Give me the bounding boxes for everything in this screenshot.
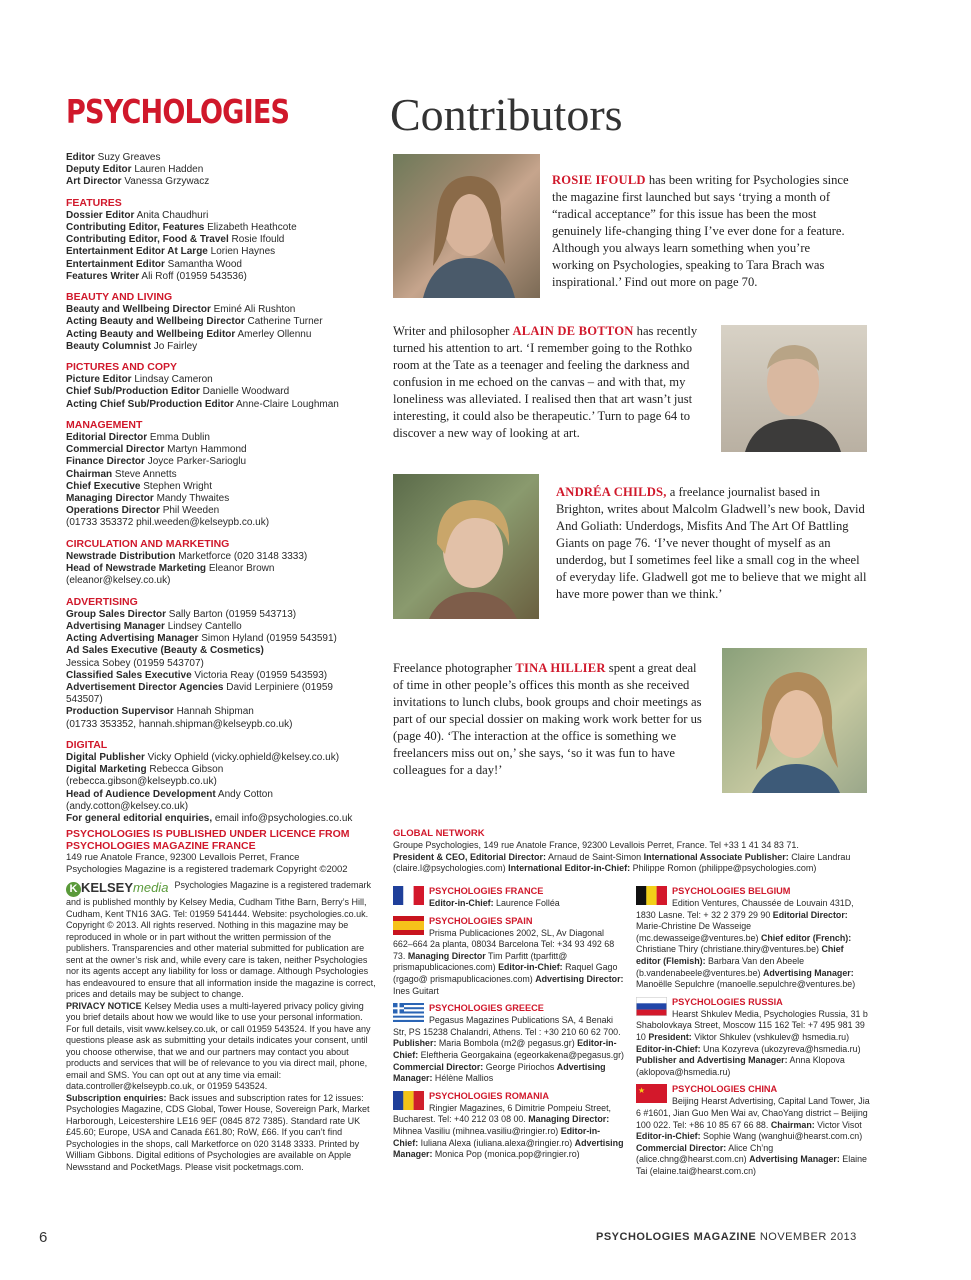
edition-details: Edition Ventures, Chaussée de Louvain 431D, 1830 Lasne. Tel: + 32 2 379 29 90 Editorial Director: Marie-Christine De Wasseige (mc.dewasseige@ventures.be) Chief editor (French): Christiane Thiry (christiane.thiry@ventures.be) Chief editor (Flemish): Barbara Van den Abeele (b.vandenabeele@ventures.be) Advertising Manager: Manoëlle Sepulchre (manoelle.sepulchre@ventures.be) [636,898,856,990]
edition-details: Ringier Magazines, 6 Dimitrie Pompeiu Street, Bucharest. Tel: +40 212 03 08 00. Managing Director: Mihnea Vasiliu (mihnea.vasiliu@ringier.ro) Editor-in-Chief: Iuliana Alexa (iuliana.alexa@ringier.ro) Advertising Manager: Monica Pop (monica.pop@ringier.ro) [393,1102,624,1160]
masthead-line: Contributing Editor, Features Elizabeth Heathcote [66,222,297,234]
andrea-childs-photo [393,474,539,619]
global-executives: President & CEO, Editorial Director: Arnaud de Saint-Simon International Associate Publisher: Claire Landrau (claire.l@psychologies.com) International Editor-in-Chief: Philippe Romon (philippe@psychologies.com) [393,851,851,873]
contributor-rosie-ifould: ROSIE IFOULD has been writing for Psychologies since the magazine first launched but says ‘trying a month of “radical acceptance” for this issue has been the most genuinely life-changing thing I’ve ever done for a feature. Although you always learn something when you’re working on Psychologies, speaking to Tara Brach was inspirational.’ Find out more on page 70. [552,173,849,289]
masthead-line: Acting Chief Sub/Production Editor Anne-Claire Loughman [66,398,339,410]
masthead-line: Newstrade Distribution Marketforce (020 3148 3333) [66,550,308,562]
footer-magazine: PSYCHOLOGIES MAGAZINE NOVEMBER 2013 [596,1231,857,1243]
global-network [393,828,873,875]
page-title: Contributors [390,89,623,140]
masthead-section [66,596,372,731]
masthead-section [66,739,372,825]
edition-entry [393,1003,625,1085]
edition-name: PSYCHOLOGIES RUSSIA [672,996,783,1007]
masthead-line: Art Director Vanessa Grzywacz [66,176,210,188]
alain-de-botton-photo [721,325,867,452]
licence-body: Psychologies Magazine is a registered trademark and is published monthly by Kelsey Media, Cudham Tithe Barn, Berry’s Hill, Cudham, Kent TN16 3AG. Tel: 01959 541444. Website: psychologies.co.uk. Copyright © 2013. All rights reserved. Nothing in this magazine may be reproduced in whole or in part without the written permission of the publishers. Transparencies and other material submitted for publication are sent at the owner’s risk and, while every care is taken, neither Psychologies nor its agents accept any liability for loss or damage. Although Psychologies has endeavoured to ensure that all information inside the magazine is correct, prices and details may be subject to change. [66,880,376,999]
svg-text:★: ★ [638,1086,646,1096]
masthead-section [66,361,372,411]
masthead-section-heading: DIGITAL [66,738,108,751]
edition-name: PSYCHOLOGIES ROMANIA [429,1090,549,1101]
masthead-section-heading: ADVERTISING [66,595,138,608]
contributor-andrea-childs: ANDRÉA CHILDS, a freelance journalist based in Brighton, writes about Malcolm Gladwell’s new book, David And Goliath: Underdogs, Misfits And The Art Of Battling Giants on page 76. ‘I’ve never thought of myself as an underdog, but I sometimes feel like a small cog in the wheel of everyday life. Gladwell got me to believe that we might all have more power than we think.’ [556,485,867,601]
masthead-line: Deputy Editor Lauren Hadden [66,164,204,176]
edition-details: Editor-in-Chief: Laurence Folléa [429,898,560,908]
masthead-line: Chief Sub/Production Editor Danielle Woodward [66,386,290,398]
masthead-section [66,152,372,189]
flag-icon [636,1084,667,1103]
masthead-line: Classified Sales Executive Victoria Reay (01959 543593) [66,669,328,681]
licence-address: 149 rue Anatole France, 92300 Levallois Perret, France [66,852,300,863]
edition-details: Pegasus Magazines Publications SA, 4 Benaki Str, PS 15238 Chalandri, Athens. Tel : +30 210 60 62 700. Publisher: Maria Bombola (m2@ pegasus.gr) Editor-in-Chief: Eleftheria Georgakaina (egeorkakena@pegasus.gr) Commercial Director: George Piriochos Advertising Manager: Hélène Mallios [393,1015,625,1084]
masthead-line: Beauty and Wellbeing Director Eminé Ali Rushton [66,304,296,316]
edition-entry [636,1084,870,1177]
flag-icon [393,886,424,905]
masthead-line: Picture Editor Lindsay Cameron [66,374,213,386]
tina-hillier-photo [722,648,867,793]
edition-name: PSYCHOLOGIES GREECE [429,1003,544,1014]
masthead-section [66,419,372,530]
masthead-line: For general editorial enquiries, email info@psychologies.co.uk [66,812,353,824]
flag-icon [636,886,667,905]
masthead-line: Commercial Director Martyn Hammond [66,444,247,456]
portrait-icon [721,325,867,452]
masthead-line: Head of Audience Development Andy Cotton [66,788,273,800]
edition-name: PSYCHOLOGIES CHINA [672,1084,778,1095]
masthead [66,152,372,825]
edition-details: Hearst Shkulev Media, Psychologies Russia, 31 b Shabolovkaya Street, Moscow 115 162 Tel: +7 495 981 39 10 President: Viktor Shkulev (vshkulev@ hsmedia.ru) Editor-in-Chief: Una Kozyreva (ukozyreva@hsmedia.ru) Publisher and Advertising Manager: Anna Klopova (aklopova@hsmedia.ru) [636,1008,868,1077]
masthead-line: Entertainment Editor At Large Lorien Haynes [66,246,276,258]
global-network-heading: GLOBAL NETWORK [393,828,485,839]
edition-entry [393,1091,625,1161]
masthead-line: Editorial Director Emma Dublin [66,432,210,444]
licence-block [66,828,376,1173]
masthead-line: (andy.cotton@kelsey.co.uk) [66,800,189,812]
masthead-line: Group Sales Director Sally Barton (01959 543713) [66,608,297,620]
masthead-section-heading: FEATURES [66,196,122,209]
privacy-label: PRIVACY NOTICE [66,1000,142,1011]
masthead-section [66,197,372,283]
flag-icon [393,1091,424,1110]
contributor-name: TINA HILLIER [515,661,606,675]
licence-trademark: Psychologies Magazine is a registered trademark Copyright ©2002 [66,863,348,875]
licence-heading: PSYCHOLOGIES IS PUBLISHED UNDER LICENCE FROM PSYCHOLOGIES MAGAZINE FRANCE [66,828,350,852]
portrait-icon [393,154,540,298]
masthead-line: Contributing Editor, Food & Travel Rosie Ifould [66,234,285,246]
page-number: 6 [39,1229,48,1246]
masthead-line: (01733 353352, hannah.shipman@kelseypb.co.uk) [66,718,293,730]
masthead-line: Ad Sales Executive (Beauty & Cosmetics) [66,645,264,657]
masthead-line: Advertisement Director Agencies David Lerpiniere (01959 543507) [66,681,333,706]
privacy-text: Kelsey Media uses a multi-layered privacy policy giving you brief details about how we would like to use your personal information. For full details, visit www.kelsey.co.uk, or call 01959 543524. If you have any questions please ask as submitting your details indicates your consent, until you choose otherwise, that we and our partners may contact you about products and services that will be of relevance to you via direct mail, phone, email and SMS. You can opt out at any time via email: data.controller@kelseypb.co.uk, or 01959 543524. [66,1000,371,1091]
masthead-line: (eleanor@kelsey.co.uk) [66,575,171,587]
subscription-text: Back issues and subscription rates for 12 issues: Psychologies Magazine, CDS Global, Tower House, Sovereign Park, Market Harborough, Leicestershire LE16 9EF (0845 872 7385). Standard rate UK £45.60; Europe, USA and Canada £61.80; RoW, £66. If you can’t find Psychologies in the shops, call Marketforce on 020 3148 3333. Printed by William Gibbons. Digital editions of Psychologies are available on Apple Newsstand and PocketMags. Please visit pocketmags.com. [66,1092,370,1172]
masthead-line: Jessica Sobey (01959 543707) [66,657,204,669]
subscription-label: Subscription enquiries: [66,1092,167,1103]
masthead-line: Managing Director Mandy Thwaites [66,493,230,505]
contributor-alain-de-botton: Writer and philosopher ALAIN DE BOTTON has recently turned his attention to art. ‘I remember going to the Rothko room at the Tate as a teenager and feeling the darkness and confusion in me echoed on the canvas – and with that, my loneliness was alleviated. I realised then that art wasn’t just interesting, it could also be therapeutic.’ Turn to page 64 to discover a new way of looking at art. [393,324,698,440]
portrait-icon [393,474,539,619]
masthead-section-heading: BEAUTY AND LIVING [66,291,173,304]
kelsey-media-logo: K KELSEYmedia [66,882,168,897]
masthead-line: Production Supervisor Hannah Shipman [66,706,254,718]
rosie-ifould-photo [393,154,540,298]
edition-details: Prisma Publicaciones 2002, SL, Av Diagonal 662–664 2a planta, 08034 Barcelona Tel: +34 93 492 68 73. Managing Director Tim Parfitt (tparfitt@ prismapublicaciones.com) Editor-in-Chief: Raquel Gago (rgago@ prismapublicaciones.com) Advertising Director: Ines Guitart [393,927,624,996]
edition-entry [393,916,625,998]
edition-name: PSYCHOLOGIES BELGIUM [672,886,791,896]
masthead-line: Finance Director Joyce Parker-Sarioglu [66,456,247,468]
contributor-tina-hillier: Freelance photographer TINA HILLIER spent a great deal of time in other people’s offices this month as she received invitations to lunch clubs, book groups and choir meetings as part of our special dossier on making work work better for us (page 40). ‘The interaction at the office is something we freelancers miss out on,’ she says, ‘so it was fun to have colleagues for a day!’ [393,661,702,777]
masthead-line: Head of Newstrade Marketing Eleanor Brown [66,563,275,575]
global-address: Groupe Psychologies, 149 rue Anatole France, 92300 Levallois Perret, France. Tel +33 1 41 34 83 71. [393,840,799,850]
contributor-name: ALAIN DE BOTTON [512,324,634,338]
masthead-line: Beauty Columnist Jo Fairley [66,340,198,352]
flag-icon [393,1003,424,1022]
masthead-line: Entertainment Editor Samantha Wood [66,258,242,270]
edition-details: Beijing Hearst Advertising, Capital Land Tower, Jia 6 #1601, Jian Guo Men Wai av, ChaoYang district – Beijing 100 022. Tel: +86 10 85 67 66 88. Chairman: Victor Visot Editor-in-Chief: Sophie Wang (wanghui@hearst.com.cn) Commercial Director: Alice Ch’ng (alice.chng@hearst.com.cn) Advertising Manager: Elaine Tai (elaine.tai@hearst.com.cn) [636,1096,870,1176]
edition-entry [636,997,870,1079]
masthead-line: Features Writer Ali Roff (01959 543536) [66,270,247,282]
editions-column-right [636,886,870,1183]
masthead-section [66,291,372,353]
masthead-section [66,538,372,588]
masthead-section-heading: CIRCULATION AND MARKETING [66,537,230,550]
portrait-icon [722,648,867,793]
masthead-line: Chairman Steve Annetts [66,468,177,480]
editions-column-left [393,886,625,1167]
edition-name: PSYCHOLOGIES FRANCE [429,886,544,896]
masthead-line: Acting Advertising Manager Simon Hyland (01959 543591) [66,633,337,645]
masthead-section-heading: PICTURES AND COPY [66,361,178,374]
masthead-line: Dossier Editor Anita Chaudhuri [66,209,209,221]
masthead-line: Digital Marketing Rebecca Gibson (rebecca.gibson@kelseypb.co.uk) [66,764,224,788]
contributor-name: ANDRÉA CHILDS, [556,485,667,499]
masthead-line: (01733 353372 phil.weeden@kelseypb.co.uk) [66,517,270,529]
magazine-logo: PSYCHOLOGIES [66,92,290,131]
masthead-line: Digital Publisher Vicky Ophield (vicky.ophield@kelsey.co.uk) [66,751,340,763]
edition-name: PSYCHOLOGIES SPAIN [429,915,533,926]
flag-icon [636,997,667,1016]
masthead-section-heading: MANAGEMENT [66,418,143,431]
masthead-line: Acting Beauty and Wellbeing Editor Amerley Ollennu [66,328,312,340]
edition-entry [636,886,870,991]
masthead-line: Operations Director Phil Weeden [66,505,220,517]
edition-entry [393,886,625,910]
contributor-name: ROSIE IFOULD [552,173,646,187]
masthead-line: Chief Executive Stephen Wright [66,480,213,492]
masthead-line: Acting Beauty and Wellbeing Director Catherine Turner [66,316,323,328]
flag-icon [393,916,424,935]
masthead-line: Advertising Manager Lindsey Cantello [66,620,242,632]
masthead-line: Editor Suzy Greaves [66,152,161,163]
